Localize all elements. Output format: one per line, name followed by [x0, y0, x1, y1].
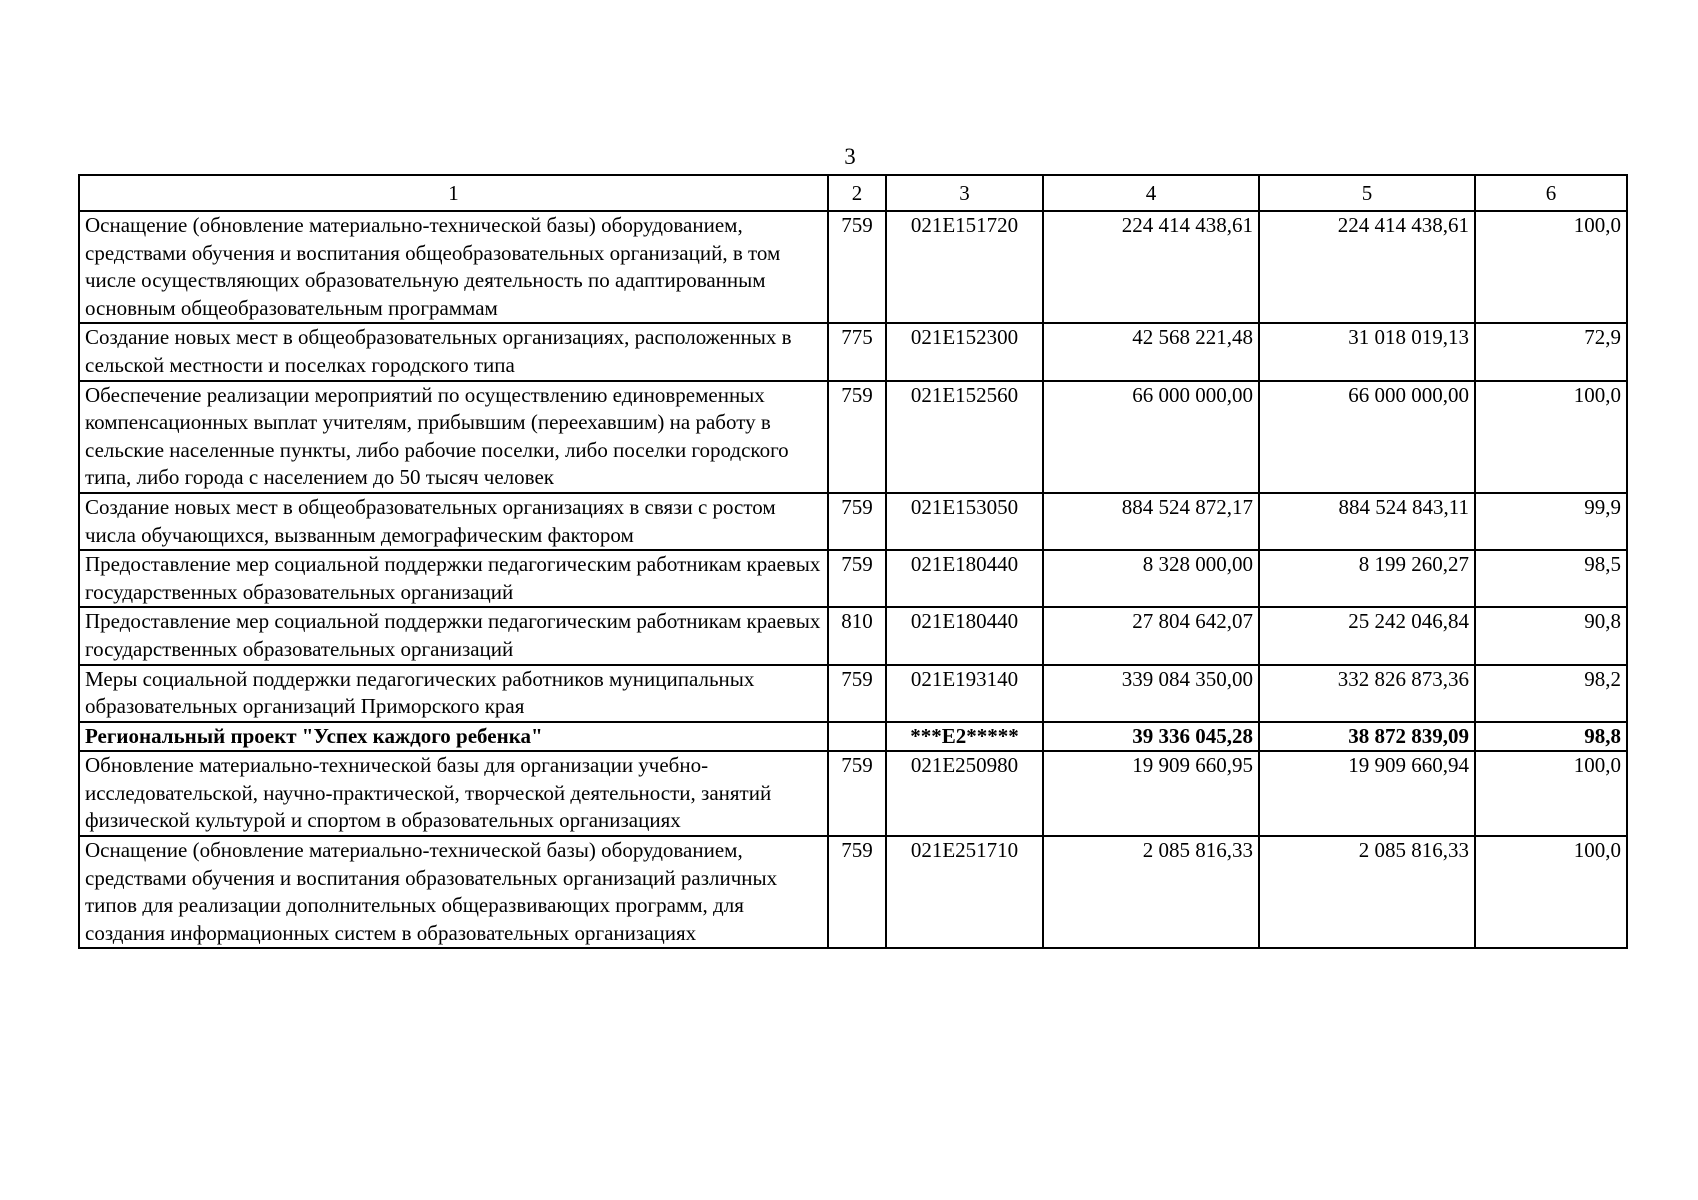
row-plan-amount: 2 085 816,33	[1043, 836, 1259, 948]
row-name: Меры социальной поддержки педагогических работников муниципальных образовательных организаций Приморского края	[79, 665, 828, 722]
row-code: 759	[828, 550, 886, 607]
table-row	[79, 550, 1627, 607]
row-csr: 021Е152300	[886, 323, 1043, 380]
row-code: 759	[828, 211, 886, 323]
row-csr: 021Е153050	[886, 493, 1043, 550]
budget-execution-table	[78, 174, 1628, 949]
page-number: 3	[844, 144, 856, 169]
row-plan-amount: 42 568 221,48	[1043, 323, 1259, 380]
row-csr: 021Е180440	[886, 607, 1043, 664]
row-code: 810	[828, 607, 886, 664]
row-name: Предоставление мер социальной поддержки педагогическим работникам краевых государственных образовательных организаций	[79, 550, 828, 607]
column-header: 5	[1259, 175, 1475, 211]
row-percent: 100,0	[1475, 211, 1627, 323]
table-row	[79, 381, 1627, 493]
row-csr: ***Е2*****	[886, 722, 1043, 752]
row-percent: 99,9	[1475, 493, 1627, 550]
row-actual-amount: 25 242 046,84	[1259, 607, 1475, 664]
table-row	[79, 665, 1627, 722]
table-row	[79, 323, 1627, 380]
row-code: 759	[828, 665, 886, 722]
row-code	[828, 722, 886, 752]
row-percent: 98,2	[1475, 665, 1627, 722]
table-row	[79, 493, 1627, 550]
column-header: 6	[1475, 175, 1627, 211]
row-csr: 021Е251710	[886, 836, 1043, 948]
row-csr: 021Е250980	[886, 751, 1043, 836]
row-csr: 021Е180440	[886, 550, 1043, 607]
column-header: 4	[1043, 175, 1259, 211]
row-plan-amount: 19 909 660,95	[1043, 751, 1259, 836]
row-csr: 021Е151720	[886, 211, 1043, 323]
row-actual-amount: 884 524 843,11	[1259, 493, 1475, 550]
row-actual-amount: 38 872 839,09	[1259, 722, 1475, 752]
row-percent: 100,0	[1475, 836, 1627, 948]
row-percent: 98,8	[1475, 722, 1627, 752]
row-actual-amount: 224 414 438,61	[1259, 211, 1475, 323]
row-code: 759	[828, 836, 886, 948]
row-actual-amount: 66 000 000,00	[1259, 381, 1475, 493]
header-row	[79, 175, 1627, 211]
row-name: Оснащение (обновление материально-технической базы) оборудованием, средствами обучения и воспитания общеобразовательных организаций, в том числе осуществляющих образовательную деятельность по адаптированным основным общеобразовательным программам	[79, 211, 828, 323]
row-csr: 021Е152560	[886, 381, 1043, 493]
row-plan-amount: 27 804 642,07	[1043, 607, 1259, 664]
row-plan-amount: 884 524 872,17	[1043, 493, 1259, 550]
row-code: 759	[828, 751, 886, 836]
row-plan-amount: 66 000 000,00	[1043, 381, 1259, 493]
row-code: 775	[828, 323, 886, 380]
column-header: 1	[79, 175, 828, 211]
row-code: 759	[828, 493, 886, 550]
row-name: Предоставление мер социальной поддержки педагогическим работникам краевых государственных образовательных организаций	[79, 607, 828, 664]
row-code: 759	[828, 381, 886, 493]
row-csr: 021Е193140	[886, 665, 1043, 722]
row-name: Создание новых мест в общеобразовательных организациях в связи с ростом числа обучающихся, вызванным демографическим фактором	[79, 493, 828, 550]
table-row	[79, 211, 1627, 323]
row-name: Региональный проект "Успех каждого ребенка"	[79, 722, 828, 752]
row-actual-amount: 31 018 019,13	[1259, 323, 1475, 380]
row-actual-amount: 332 826 873,36	[1259, 665, 1475, 722]
row-plan-amount: 224 414 438,61	[1043, 211, 1259, 323]
row-plan-amount: 39 336 045,28	[1043, 722, 1259, 752]
row-plan-amount: 8 328 000,00	[1043, 550, 1259, 607]
table-row	[79, 722, 1627, 752]
row-percent: 98,5	[1475, 550, 1627, 607]
row-name: Создание новых мест в общеобразовательных организациях, расположенных в сельской местности и поселках городского типа	[79, 323, 828, 380]
row-plan-amount: 339 084 350,00	[1043, 665, 1259, 722]
row-actual-amount: 8 199 260,27	[1259, 550, 1475, 607]
row-name: Оснащение (обновление материально-технической базы) оборудованием, средствами обучения и воспитания образовательных организаций различных типов для реализации дополнительных общеразвивающих программ, для создания информационных систем в образовательных организациях	[79, 836, 828, 948]
row-actual-amount: 2 085 816,33	[1259, 836, 1475, 948]
column-header: 3	[886, 175, 1043, 211]
column-header: 2	[828, 175, 886, 211]
row-percent: 100,0	[1475, 751, 1627, 836]
table-row	[79, 751, 1627, 836]
row-actual-amount: 19 909 660,94	[1259, 751, 1475, 836]
table-row	[79, 607, 1627, 664]
row-percent: 90,8	[1475, 607, 1627, 664]
table-body	[79, 211, 1627, 948]
row-percent: 72,9	[1475, 323, 1627, 380]
row-name: Обновление материально-технической базы для организации учебно-исследовательской, научно-практической, творческой деятельности, занятий физической культурой и спортом в образовательных организациях	[79, 751, 828, 836]
row-percent: 100,0	[1475, 381, 1627, 493]
row-name: Обеспечение реализации мероприятий по осуществлению единовременных компенсационных выплат учителям, прибывшим (переехавшим) на работу в сельские населенные пункты, либо рабочие поселки, либо поселки городского типа, либо города с населением до 50 тысяч человек	[79, 381, 828, 493]
table-row	[79, 836, 1627, 948]
